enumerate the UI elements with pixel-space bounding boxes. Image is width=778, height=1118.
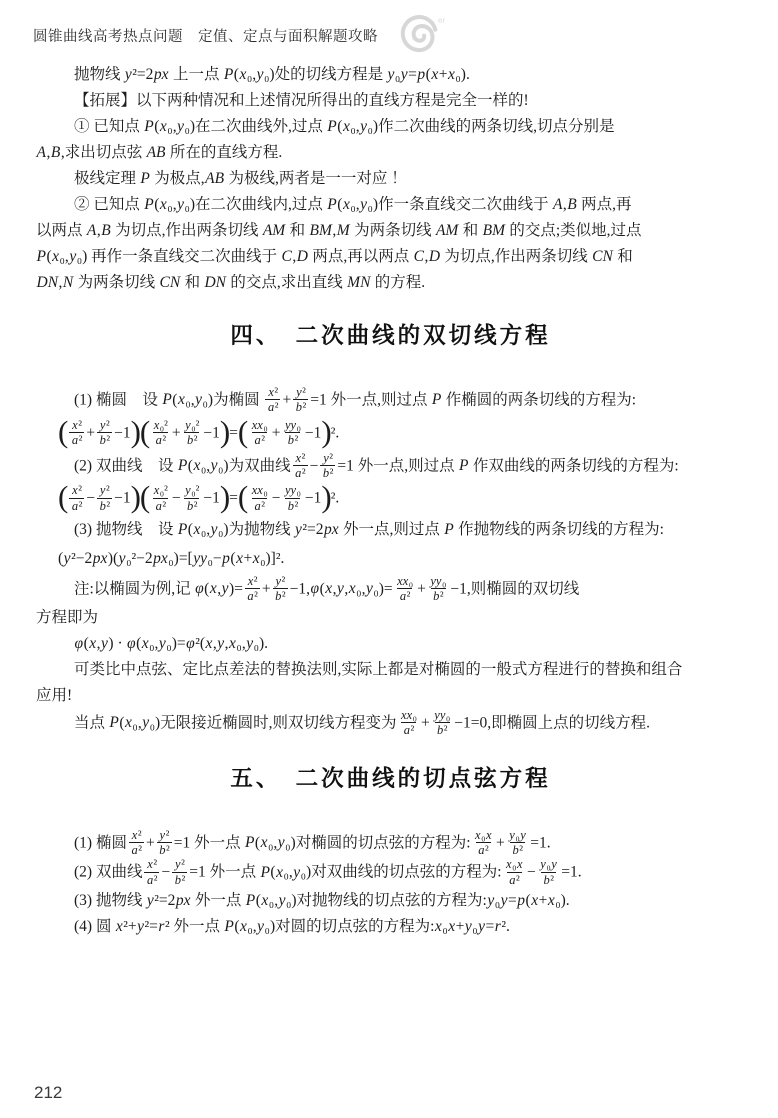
fraction: $\frac{\text{y²}}{\text{b²}}$ [97,483,112,513]
big-paren: ) [219,479,230,515]
big-paren: ) [130,479,140,515]
text-line: (3) 抛物线 y²=2px 外一点 P(x₀,y₀)对抛物线的切点弦的方程为:y₀y=p(x+x₀). [74,892,570,909]
fraction: $\frac{\text{x₀²}}{\text{a²}}$ [153,483,168,513]
text-line: 抛物线 y²=2px 上一点 P(x₀,y₀)处的切线方程是 y₀y=p(x+x₀). [74,66,470,83]
text-line: (2) 双曲线 设 P(x₀,y₀)为双曲线 $\frac{\text{x²}}{\text{a²}}$ − $\frac{\text{y²}}{\text{b²}}$ =1 外一点,则过点 P 作双曲线的两条切线的方程为: [74,450,679,480]
fraction: $\frac{\text{x₀x}}{\text{a²}}$ [475,827,492,857]
text-line: 极线定理 P 为极点,AB 为极线,两者是一一对应 ！ [74,170,407,187]
fraction: $\frac{\text{y²}}{\text{b²}}$ [157,828,172,858]
text-line: DN,N 为两条切线 CN 和 DN 的交点,求出直线 MN 的方程. [36,274,426,291]
big-paren: ( [58,479,68,515]
fraction: $\frac{\text{x²}}{\text{a²}}$ [69,483,84,513]
fraction: $\frac{\text{yy₀}}{\text{b²}}$ [284,483,301,513]
fraction: $\frac{\text{y²}}{\text{b²}}$ [172,857,187,887]
text-line: φ(x,y) · φ(x₀,y₀)=φ²(x,y,x₀,y₀). [74,634,269,652]
formula-line: ( $\frac{\text{x²}}{\text{a²}}$ + $\frac{\text{y²}}{\text{b²}}$ −1)( $\frac{\text{x₀²}}{\text{a²}}$ + $\frac{\text{y₀²}}{\text{b²}}$ −1)=( $\frac{\text{xx₀}}{\text{a²}}$ + $\frac{\text{yy₀}}{\text{b²}}$ −1)². [58,413,340,449]
text-line: ① 已知点 P(x₀,y₀)在二次曲线外,过点 P(x₀,y₀)作二次曲线的两条切线,切点分别是 [74,118,615,135]
text-line: (1) 椭圆 设 P(x₀,y₀)为椭圆 $\frac{\text{x²}}{\text{a²}}$ + $\frac{\text{y²}}{\text{b²}}$ =1 外一点,则过点 P 作椭圆的两条切线的方程为: [74,385,637,415]
text-line: 以两点 A,B 为切点,作出两条切线 AM 和 BM,M 为两条切线 AM 和 BM 的交点;类似地,过点 [36,222,642,239]
big-paren: ) [219,413,230,449]
fraction: $\frac{\text{x²}}{\text{a²}}$ [265,385,280,415]
big-paren: ) [130,413,140,449]
fraction: $\frac{\text{x²}}{\text{a²}}$ [293,451,308,481]
fraction: $\frac{\text{yy₀}}{\text{b²}}$ [434,707,451,738]
text-line: 【拓展】以下两种情况和上述情况所得出的直线方程是完全一样的! [74,92,529,109]
text-line: A,B,求出切点弦 AB 所在的直线方程. [36,144,283,161]
text-line: P(x₀,y₀) 再作一条直线交二次曲线于 C,D 两点,再以两点 C,D 为切点,作出两条切线 CN 和 [36,248,633,265]
fraction: $\frac{\text{y₀²}}{\text{b²}}$ [185,417,200,448]
svg-text:er: er [438,16,446,25]
formula-line: (y²−2px)(y₀²−2px₀)=[yy₀−p(x+x₀)]². [58,550,285,567]
fraction: $\frac{\text{xx₀}}{\text{a²}}$ [251,417,268,448]
fraction: $\frac{\text{y²}}{\text{b²}}$ [320,451,335,481]
text-line: 方程即为 [36,608,99,626]
fraction: $\frac{\text{x²}}{\text{a²}}$ [144,857,159,887]
page-content [36,62,745,940]
fraction: $\frac{\text{x₀²}}{\text{a²}}$ [153,417,168,448]
page-number: 212 [34,1083,63,1102]
spiral-watermark-icon [396,11,448,61]
text-line: (4) 圆 x²+y²=r² 外一点 P(x₀,y₀)对圆的切点弦的方程为:x₀x+y₀y=r². [74,918,510,935]
fraction: $\frac{\text{xx₀}}{\text{a²}}$ [401,707,418,738]
section-heading: 五、 二次曲线的切点弦方程 [230,765,551,791]
text-line: 应用! [36,686,73,704]
text-line: (3) 抛物线 设 P(x₀,y₀)为抛物线 y²=2px 外一点,则过点 P 作抛物线的两条切线的方程为: [74,521,664,538]
text-line: (2) 双曲线 $\frac{\text{x²}}{\text{a²}}$ − $\frac{\text{y²}}{\text{b²}}$ =1 外一点 P(x₀,y₀)对双曲线的切点弦的方程为: $\frac{\text{x₀x}}{\text{a²}}$ − $\frac{\text{y₀y}}{\text{b²}}$ =1. [74,857,582,887]
fraction: $\frac{\text{xx₀}}{\text{a²}}$ [397,574,414,604]
fraction: $\frac{\text{x²}}{\text{a²}}$ [129,828,144,858]
fraction: $\frac{\text{xx₀}}{\text{a²}}$ [251,483,268,513]
big-paren: ) [321,413,331,449]
text-line: 可类比中点弦、定比点差法的替换法则,实际上都是对椭圆的一般式方程进行的替换和组合 [74,660,683,678]
big-paren: ) [321,479,331,515]
fraction: $\frac{\text{x²}}{\text{a²}}$ [245,574,260,604]
fraction: $\frac{\text{y₀y}}{\text{b²}}$ [509,827,526,857]
page-header-title: 圆锥曲线高考热点问题 定值、定点与面积解题攻略 [33,29,378,45]
formula-line: ( $\frac{\text{x²}}{\text{a²}}$ − $\frac{\text{y²}}{\text{b²}}$ −1)( $\frac{\text{x₀²}}{\text{a²}}$ − $\frac{\text{y₀²}}{\text{b²}}$ −1)=( $\frac{\text{xx₀}}{\text{a²}}$ − $\frac{\text{yy₀}}{\text{b²}}$ −1)². [58,479,340,515]
fraction: $\frac{\text{y²}}{\text{b²}}$ [273,574,288,604]
text-line: 当点 P(x₀,y₀)无限接近椭圆时,则双切线方程变为 $\frac{\text{xx₀}}{\text{a²}}$ + $\frac{\text{yy₀}}{\text{b²}}$ −1=0,即椭圆上点的切线方程. [74,707,650,738]
fraction: $\frac{\text{yy₀}}{\text{b²}}$ [430,574,447,604]
big-paren: ( [139,413,150,449]
fraction: $\frac{\text{y₀y}}{\text{b²}}$ [540,857,557,887]
section-heading: 四、 二次曲线的双切线方程 [230,323,551,348]
fraction: $\frac{\text{yy₀}}{\text{b²}}$ [284,417,301,448]
big-paren: ( [237,413,248,449]
text-line: ② 已知点 P(x₀,y₀)在二次曲线内,过点 P(x₀,y₀)作一条直线交二次曲线于 A,B 两点,再 [74,196,632,213]
text-line: (1) 椭圆 $\frac{\text{x²}}{\text{a²}}$ + $\frac{\text{y²}}{\text{b²}}$ =1 外一点 P(x₀,y₀)对椭圆的切点弦的方程为: $\frac{\text{x₀x}}{\text{a²}}$ + $\frac{\text{y₀y}}{\text{b²}}$ =1. [74,827,551,857]
big-paren: ( [237,479,248,515]
fraction: $\frac{\text{y²}}{\text{b²}}$ [97,418,112,448]
big-paren: ( [139,479,150,515]
fraction: $\frac{\text{y₀²}}{\text{b²}}$ [185,483,200,513]
fraction: $\frac{\text{x²}}{\text{a²}}$ [69,418,84,448]
big-paren: ( [58,413,68,449]
fraction: $\frac{\text{x₀x}}{\text{a²}}$ [506,857,523,887]
text-line: 注:以椭圆为例,记 φ(x,y)= $\frac{\text{x²}}{\text{a²}}$ + $\frac{\text{y²}}{\text{b²}}$ −1,φ(x,y,x₀,y₀)= $\frac{\text{xx₀}}{\text{a²}}$ + $\frac{\text{yy₀}}{\text{b²}}$ −1,则椭圆的双切线 [74,574,580,604]
fraction: $\frac{\text{y²}}{\text{b²}}$ [293,385,308,415]
